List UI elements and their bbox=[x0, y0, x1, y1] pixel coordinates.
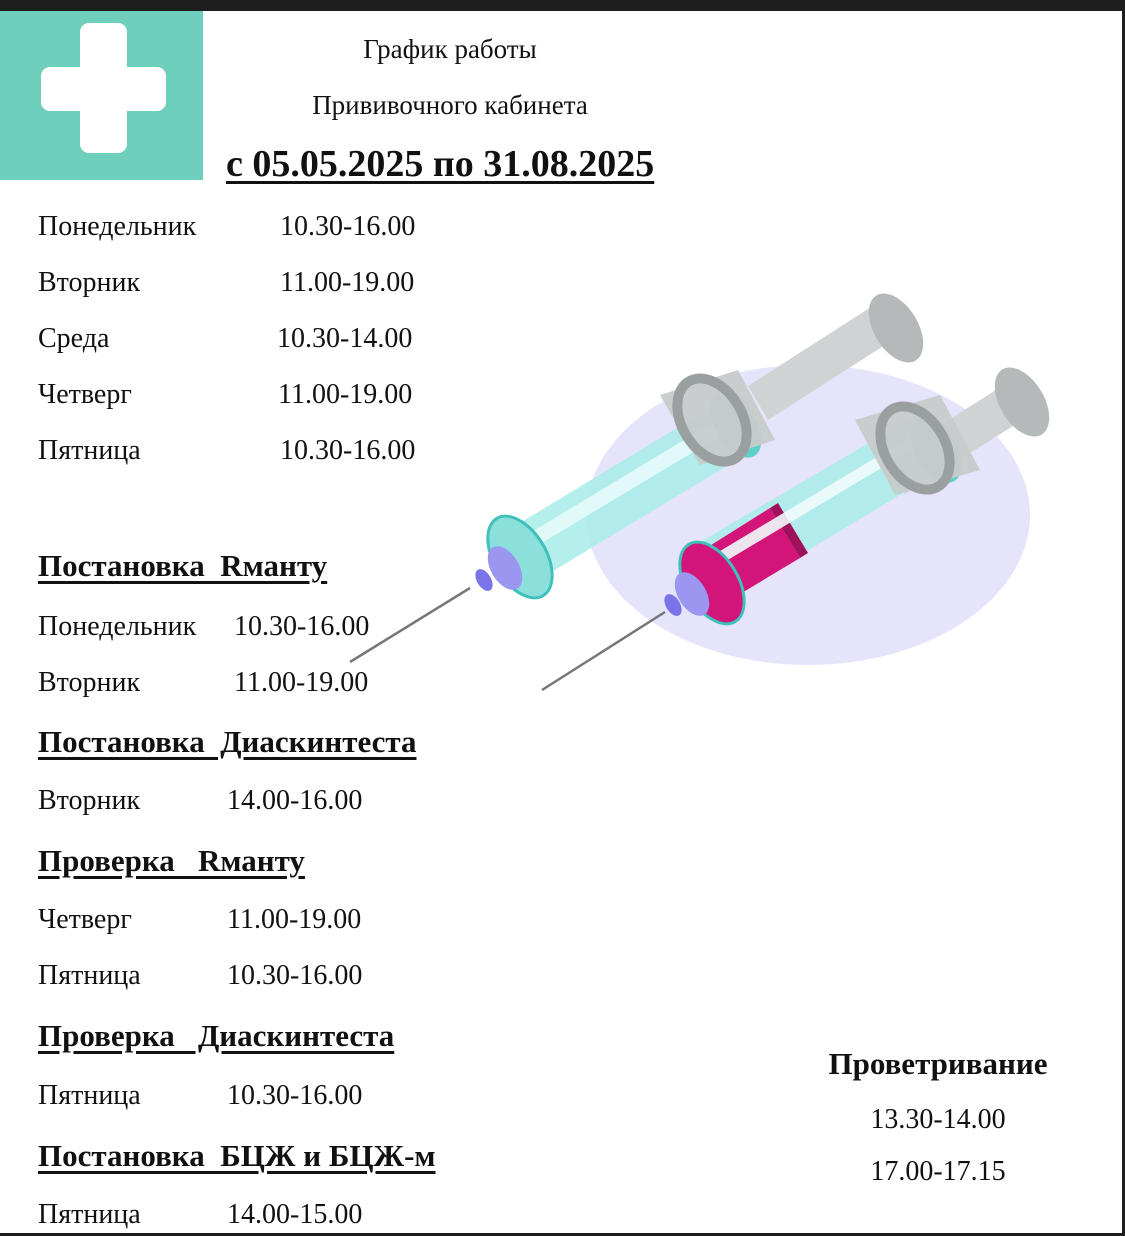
section-day: Понедельник bbox=[38, 611, 197, 642]
schedule-day: Среда bbox=[38, 323, 110, 354]
section-time: 14.00-16.00 bbox=[227, 785, 363, 816]
section-heading: Проверка Rманту bbox=[38, 843, 305, 878]
ventilation-time: 17.00-17.15 bbox=[870, 1156, 1006, 1187]
title-line-2: Прививочного кабинета bbox=[312, 90, 588, 120]
schedule-day: Понедельник bbox=[38, 211, 197, 242]
top-border bbox=[0, 0, 1125, 11]
section-heading: Постановка Rманту bbox=[38, 548, 328, 583]
section-time: 10.30-16.00 bbox=[234, 611, 370, 642]
section-day: Пятница bbox=[38, 1199, 141, 1230]
schedule-time: 11.00-19.00 bbox=[278, 379, 413, 410]
section-time: 11.00-19.00 bbox=[227, 904, 362, 935]
section-time: 10.30-16.00 bbox=[227, 1080, 363, 1111]
section-time: 14.00-15.00 bbox=[227, 1199, 363, 1230]
section-heading: Проверка Диаскинтеста bbox=[38, 1018, 395, 1053]
schedule-day: Пятница bbox=[38, 435, 141, 466]
schedule-day: Четверг bbox=[38, 379, 132, 410]
ventilation-title: Проветривание bbox=[828, 1046, 1048, 1081]
date-range: с 05.05.2025 по 31.08.2025 bbox=[226, 143, 655, 185]
section-heading: Постановка БЦЖ и БЦЖ-м bbox=[38, 1138, 436, 1173]
medical-logo bbox=[0, 11, 203, 180]
section-time: 10.30-16.00 bbox=[227, 960, 363, 991]
section-day: Вторник bbox=[38, 667, 141, 698]
ventilation-time: 13.30-14.00 bbox=[870, 1104, 1006, 1135]
section-day: Четверг bbox=[38, 904, 132, 935]
title-line-1: График работы bbox=[363, 34, 537, 64]
section-day: Пятница bbox=[38, 1080, 141, 1111]
schedule-time: 11.00-19.00 bbox=[280, 267, 415, 298]
section-time: 11.00-19.00 bbox=[234, 667, 369, 698]
section-day: Пятница bbox=[38, 960, 141, 991]
schedule-time: 10.30-16.00 bbox=[280, 435, 416, 466]
schedule-time: 10.30-16.00 bbox=[280, 211, 416, 242]
medical-cross-icon bbox=[0, 11, 203, 180]
syringes-illustration bbox=[340, 280, 1060, 700]
section-heading: Постановка Диаскинтеста bbox=[38, 724, 417, 759]
schedule-day: Вторник bbox=[38, 267, 141, 298]
section-day: Вторник bbox=[38, 785, 141, 816]
schedule-time: 10.30-14.00 bbox=[277, 323, 413, 354]
